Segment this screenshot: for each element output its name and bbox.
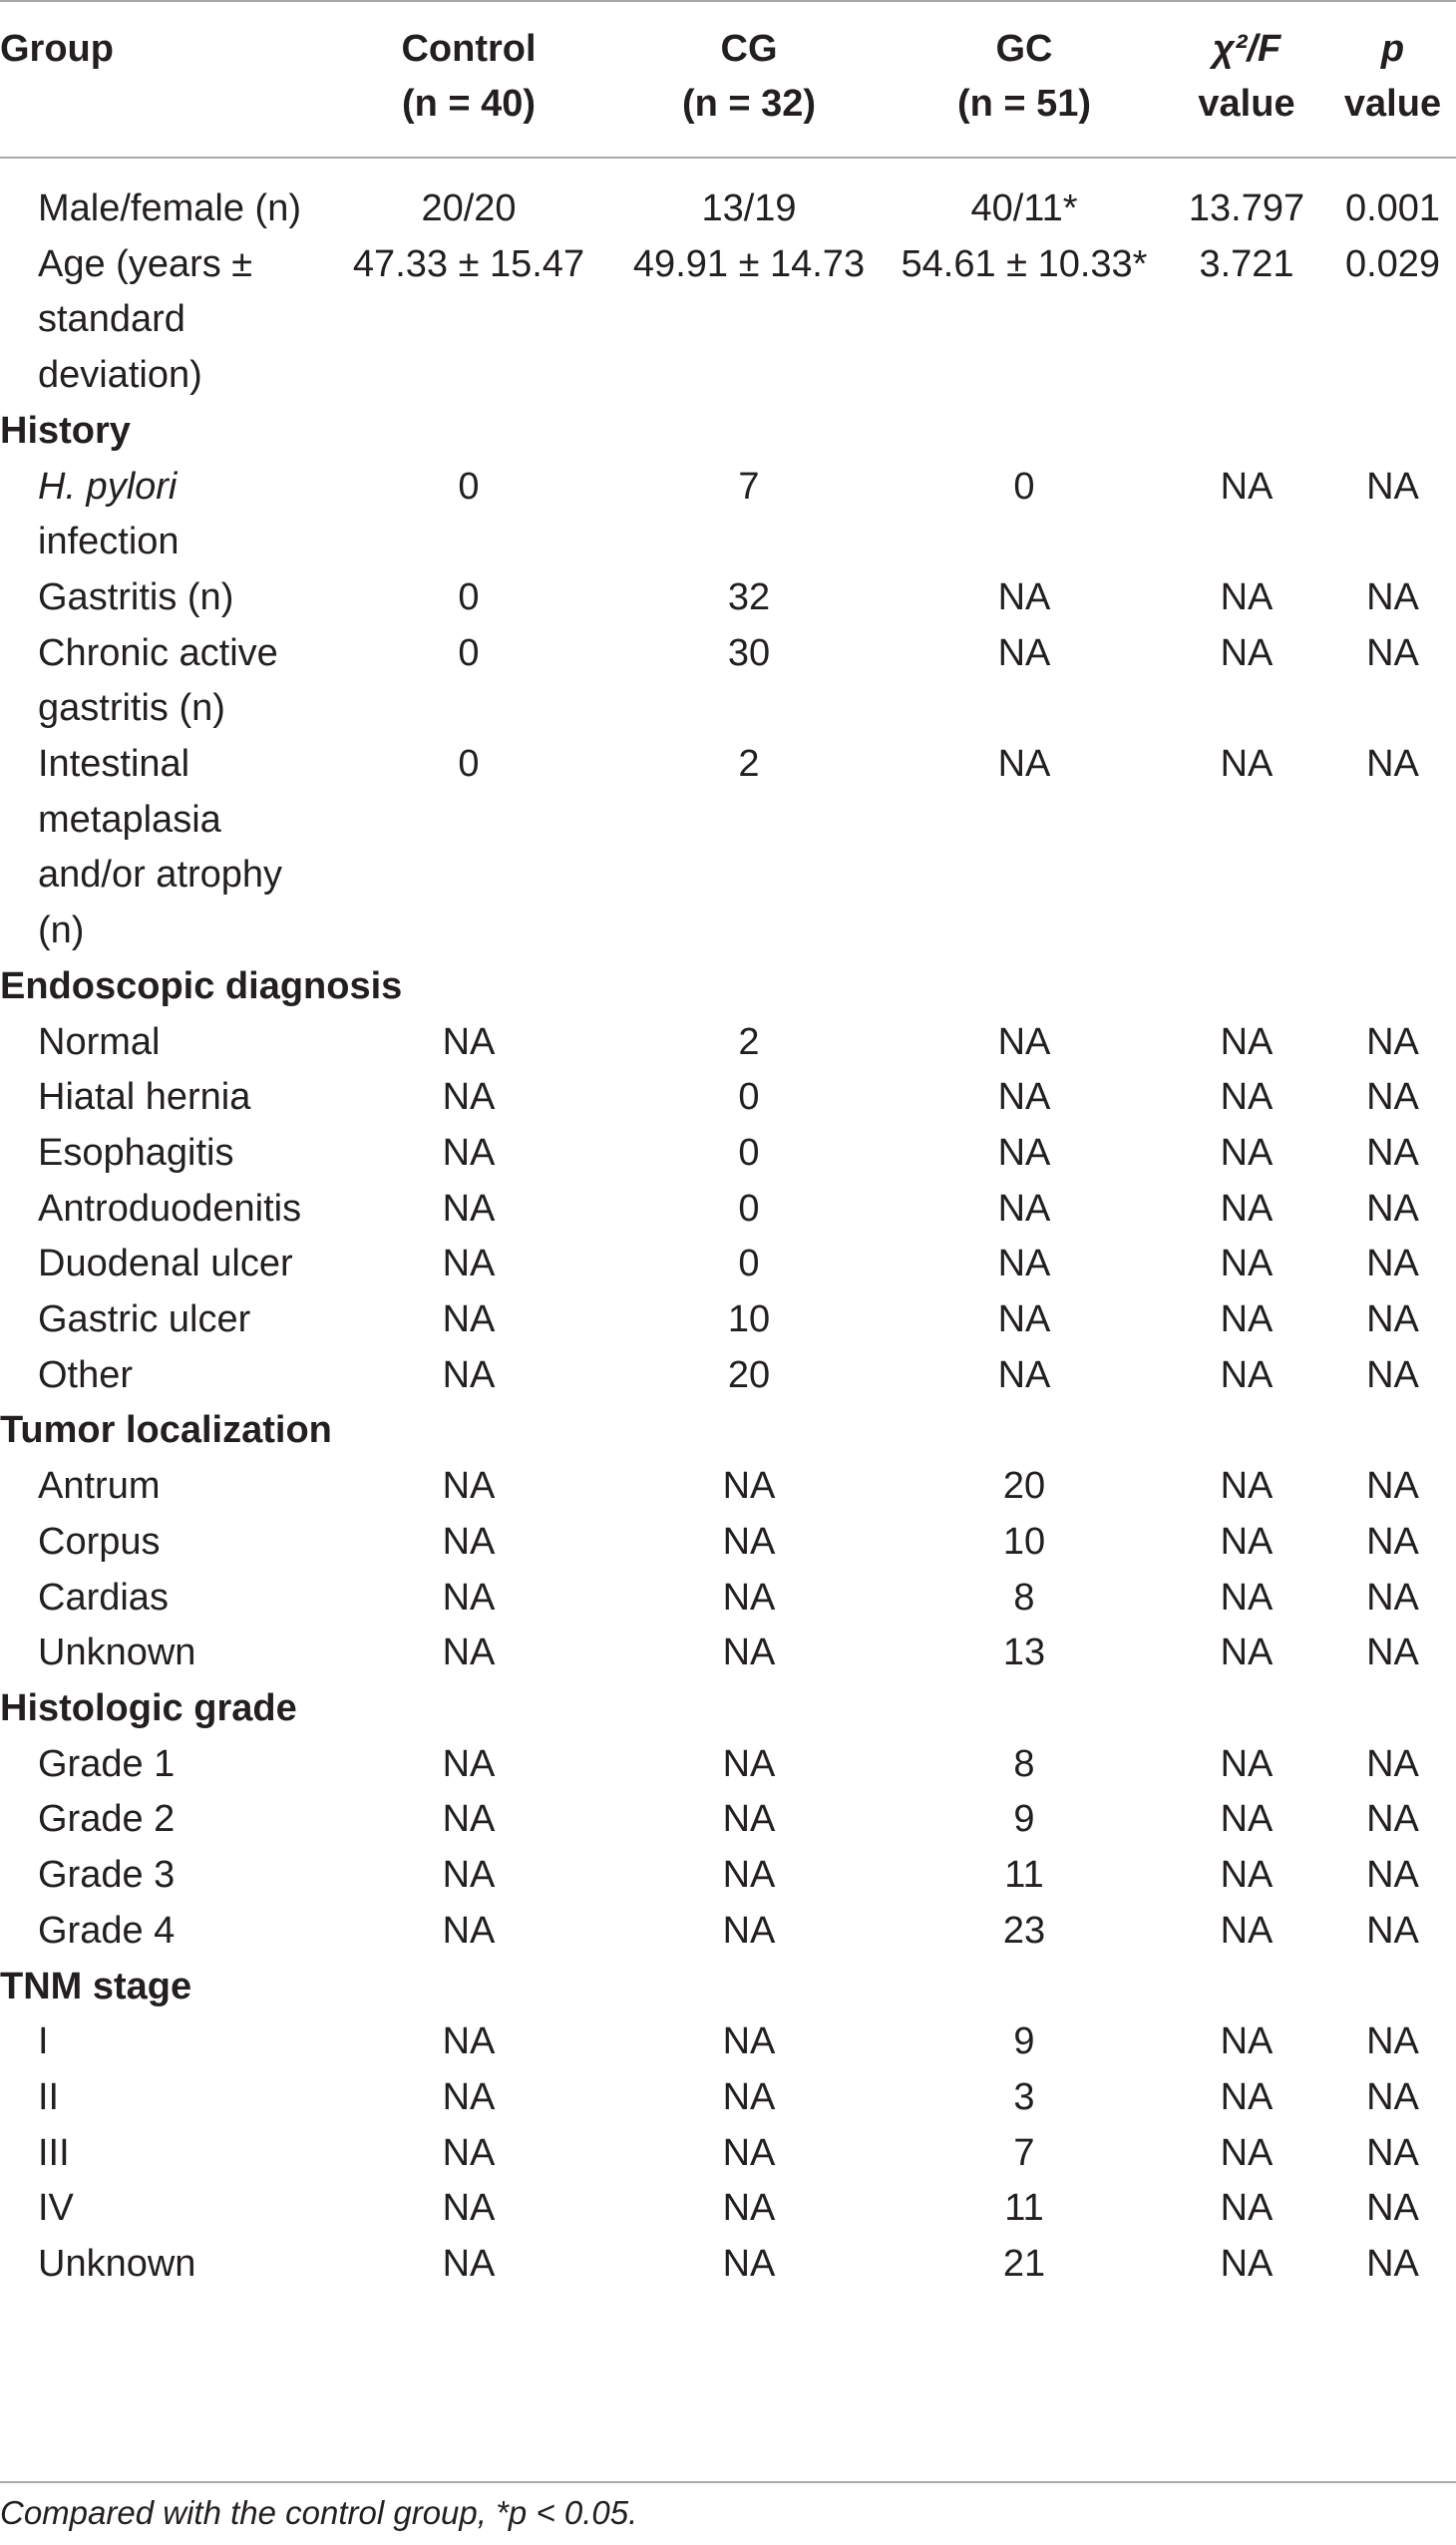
table-cell: 20/20 (421, 187, 517, 229)
section-row (0, 1960, 1456, 2015)
table-row (0, 1292, 1456, 1348)
row-label: II (38, 2075, 60, 2118)
table-cell: NA (1366, 2020, 1419, 2063)
row-label: I (38, 2020, 49, 2063)
table-row (0, 1571, 1456, 1627)
table-row (0, 737, 1456, 959)
table-cell: NA (1220, 1632, 1274, 1674)
table-cell: 40/11* (970, 187, 1078, 229)
section-label: Endoscopic diagnosis (0, 964, 403, 1007)
table-cell: NA (1366, 743, 1419, 786)
header-stat-value: χ²/F value (1198, 28, 1295, 125)
table-cell: 20 (1002, 1465, 1046, 1508)
table-row (0, 460, 1456, 570)
table-cell: NA (442, 1632, 496, 1674)
table-cell: NA (1220, 743, 1274, 786)
table-body (0, 182, 1456, 2293)
table-cell: NA (1366, 2131, 1419, 2174)
table-cell: NA (1220, 1742, 1274, 1785)
table-cell: NA (997, 1076, 1051, 1119)
table-cell: NA (722, 1909, 776, 1952)
table-row (0, 1848, 1456, 1904)
table-cell: 13/19 (701, 187, 797, 229)
table-cell: 2 (738, 743, 760, 786)
table-cell: 32 (727, 575, 771, 618)
table-cell: NA (722, 1798, 776, 1841)
table-cell: NA (442, 1909, 496, 1952)
table-cell: NA (1366, 1298, 1419, 1341)
table-row (0, 1792, 1456, 1848)
section-label: Histologic grade (0, 1686, 297, 1729)
table-cell: 23 (1002, 1909, 1046, 1952)
table-cell: NA (997, 1353, 1051, 1396)
table-cell: 11 (1004, 2187, 1044, 2230)
table-cell: NA (997, 1243, 1051, 1285)
table-cell: 9 (1013, 1798, 1035, 1841)
section-row (0, 404, 1456, 460)
row-label: Grade 2 (38, 1798, 176, 1841)
table-cell: 0 (738, 1076, 760, 1119)
section-label: Tumor localization (0, 1409, 332, 1452)
table-cell: 3 (1013, 2075, 1035, 2118)
table-cell: NA (1220, 1798, 1274, 1841)
table-cell: 0.029 (1344, 242, 1441, 285)
table-cell: NA (442, 1465, 496, 1508)
table-cell: NA (1220, 2187, 1274, 2230)
table-cell: NA (722, 1854, 776, 1897)
table-cell: NA (1366, 1353, 1419, 1396)
table-cell: NA (442, 1520, 496, 1563)
table-cell: 49.91 ± 14.73 (632, 242, 866, 285)
row-label: Corpus (38, 1520, 161, 1563)
table-row (0, 1459, 1456, 1515)
row-label: Grade 4 (38, 1909, 176, 1952)
row-label: IV (38, 2187, 74, 2230)
italic-species-name: H. pylori (38, 465, 178, 508)
table-row (0, 237, 1456, 404)
table-cell: NA (997, 743, 1051, 786)
table-cell: 20 (727, 1353, 771, 1396)
table-row (0, 1182, 1456, 1238)
table-cell: 2 (738, 1020, 760, 1063)
table-cell: NA (722, 1742, 776, 1785)
table-cell: NA (1366, 1798, 1419, 1841)
table-row (0, 1015, 1456, 1071)
table-cell: NA (442, 1798, 496, 1841)
table-cell: NA (1366, 1520, 1419, 1563)
table-cell: NA (997, 1187, 1051, 1230)
row-label: Age (years ± standard deviation) (38, 242, 253, 397)
table-cell: NA (1220, 575, 1274, 618)
table-cell: NA (1366, 1576, 1419, 1619)
row-label: Grade 3 (38, 1854, 176, 1897)
header-cg: CG (n = 32) (681, 28, 817, 125)
table-cell: NA (722, 2243, 776, 2286)
table-row (0, 2070, 1456, 2126)
table-cell: NA (442, 1076, 496, 1119)
table-footnote: Compared with the control group, *p < 0.05. (0, 2494, 638, 2531)
table-cell: NA (1220, 1243, 1274, 1285)
table-cell: NA (1220, 1576, 1274, 1619)
table-cell: NA (1366, 1909, 1419, 1952)
table-cell: NA (442, 1353, 496, 1396)
table-row (0, 1070, 1456, 1126)
table-header (0, 22, 1456, 132)
row-label: Antroduodenitis (38, 1187, 302, 1230)
table-cell: NA (722, 2075, 776, 2118)
table-cell: NA (722, 1520, 776, 1563)
table-cell: NA (1366, 1854, 1419, 1897)
table-row (0, 2126, 1456, 2182)
table-cell: 54.61 ± 10.33* (901, 242, 1148, 285)
table-cell: 0 (458, 631, 480, 674)
table-cell: NA (1220, 1909, 1274, 1952)
table-cell: NA (1366, 1243, 1419, 1285)
row-label: Chronic active gastritis (n) (38, 631, 278, 730)
table-row (0, 1626, 1456, 1681)
table-cell: NA (1366, 1131, 1419, 1174)
table-cell: NA (1220, 1465, 1274, 1508)
stat-header-label: χ²/F (1212, 28, 1281, 70)
table-cell: 7 (738, 465, 760, 508)
header-group: Group (0, 28, 114, 70)
row-label: Esophagitis (38, 1131, 234, 1174)
section-label: History (0, 409, 131, 452)
table-cell: 47.33 ± 15.47 (352, 242, 585, 285)
table-cell: NA (1366, 631, 1419, 674)
table-cell: NA (1366, 1076, 1419, 1119)
table-cell: 13.797 (1188, 187, 1305, 229)
bottom-rule (0, 2481, 1456, 2483)
table-cell: NA (1220, 1298, 1274, 1341)
table-cell: 8 (1013, 1576, 1035, 1619)
table-cell: 13 (1002, 1632, 1046, 1674)
table-row (0, 1126, 1456, 1182)
table-cell: NA (442, 1187, 496, 1230)
table-cell: NA (1366, 2243, 1419, 2286)
table-cell: NA (997, 1131, 1051, 1174)
table-cell: NA (722, 2020, 776, 2063)
table-cell: NA (722, 2187, 776, 2230)
table-row (0, 570, 1456, 626)
table-cell: NA (1366, 2187, 1419, 2230)
table-row (0, 2181, 1456, 2237)
table-cell: NA (1220, 2020, 1274, 2063)
table-cell: NA (442, 1576, 496, 1619)
table-cell: NA (442, 1298, 496, 1341)
row-label: Male/female (n) (38, 187, 301, 229)
table-cell: 0 (738, 1243, 760, 1285)
table-cell: NA (1366, 1020, 1419, 1063)
table-cell: NA (1220, 1187, 1274, 1230)
row-label: Unknown (38, 2243, 196, 2286)
table-cell: NA (1220, 2131, 1274, 2174)
table-cell: NA (722, 1576, 776, 1619)
row-label: Grade 1 (38, 1742, 176, 1785)
table-cell: 0 (738, 1131, 760, 1174)
table-cell: NA (1220, 1076, 1274, 1119)
row-label: Duodenal ulcer (38, 1243, 293, 1285)
table-cell: 3.721 (1199, 242, 1294, 285)
row-label: Unknown (38, 1632, 196, 1674)
row-label: Antrum (38, 1465, 161, 1508)
header-gc: GC (n = 51) (956, 28, 1092, 125)
table-cell: NA (1220, 1520, 1274, 1563)
table-row (0, 626, 1456, 737)
table-cell: NA (722, 2131, 776, 2174)
table-cell: NA (442, 1742, 496, 1785)
table-cell: NA (722, 1632, 776, 1674)
table-cell: NA (1220, 631, 1274, 674)
header-rule (0, 157, 1456, 159)
table-cell: NA (997, 1298, 1051, 1341)
table-cell: NA (1366, 1632, 1419, 1674)
table-cell: 0 (458, 465, 480, 508)
table-cell: NA (722, 1465, 776, 1508)
table-cell: 0 (1013, 465, 1035, 508)
table-cell: NA (442, 2243, 496, 2286)
row-label: Gastritis (n) (38, 575, 234, 618)
table-cell: NA (1220, 2243, 1274, 2286)
table-cell: NA (1220, 1353, 1274, 1396)
row-label: III (38, 2131, 70, 2174)
table-cell: NA (997, 575, 1051, 618)
header-p-value: p value (1343, 28, 1442, 125)
table-cell: NA (997, 631, 1051, 674)
top-rule (0, 0, 1456, 2)
table-cell: NA (1220, 2075, 1274, 2118)
table-cell: NA (1366, 465, 1419, 508)
section-row (0, 959, 1456, 1015)
row-label: Normal (38, 1020, 161, 1063)
table-row (0, 1904, 1456, 1960)
row-label: Hiatal hernia (38, 1076, 251, 1119)
section-row (0, 1681, 1456, 1737)
table-cell: 11 (1004, 1854, 1044, 1897)
table-cell: NA (1366, 575, 1419, 618)
table-cell: 0 (738, 1187, 760, 1230)
table-row (0, 182, 1456, 237)
table-cell: NA (442, 2131, 496, 2174)
table-cell: NA (1366, 1187, 1419, 1230)
table-row (0, 1737, 1456, 1793)
table-cell: NA (442, 2075, 496, 2118)
table-row (0, 1515, 1456, 1571)
row-label: Other (38, 1353, 134, 1396)
table-cell: 0 (458, 743, 480, 786)
table-cell: 10 (727, 1298, 771, 1341)
table-cell: NA (442, 1131, 496, 1174)
table-cell: NA (1220, 1854, 1274, 1897)
table-cell: 0.001 (1344, 187, 1441, 229)
table-cell: 7 (1013, 2131, 1035, 2174)
table-cell: NA (1366, 1465, 1419, 1508)
table-row (0, 1348, 1456, 1404)
table-row (0, 1237, 1456, 1292)
section-row (0, 1403, 1456, 1459)
table-row (0, 2237, 1456, 2293)
table-cell: 8 (1013, 1742, 1035, 1785)
table-cell: 21 (1002, 2243, 1046, 2286)
table-cell: NA (997, 1020, 1051, 1063)
row-label: H. pylori infection (38, 465, 180, 563)
table-cell: 0 (458, 575, 480, 618)
row-label: Gastric ulcer (38, 1298, 251, 1341)
table-cell: NA (442, 2020, 496, 2063)
table-cell: 9 (1013, 2020, 1035, 2063)
row-label: Intestinal metaplasia and/or atrophy (n) (38, 743, 283, 952)
row-label: Cardias (38, 1576, 169, 1619)
table-cell: NA (442, 1243, 496, 1285)
section-label: TNM stage (0, 1965, 192, 2007)
table-cell: NA (1220, 1020, 1274, 1063)
table-cell: 30 (727, 631, 771, 674)
table-cell: NA (442, 2187, 496, 2230)
table-cell: NA (442, 1020, 496, 1063)
table-row (0, 2014, 1456, 2070)
table-cell: NA (1220, 1131, 1274, 1174)
header-control: Control (n = 40) (401, 28, 537, 125)
table-cell: NA (1366, 2075, 1419, 2118)
table-cell: NA (1220, 465, 1274, 508)
table-cell: NA (442, 1854, 496, 1897)
table-cell: NA (1366, 1742, 1419, 1785)
table-cell: 10 (1002, 1520, 1046, 1563)
